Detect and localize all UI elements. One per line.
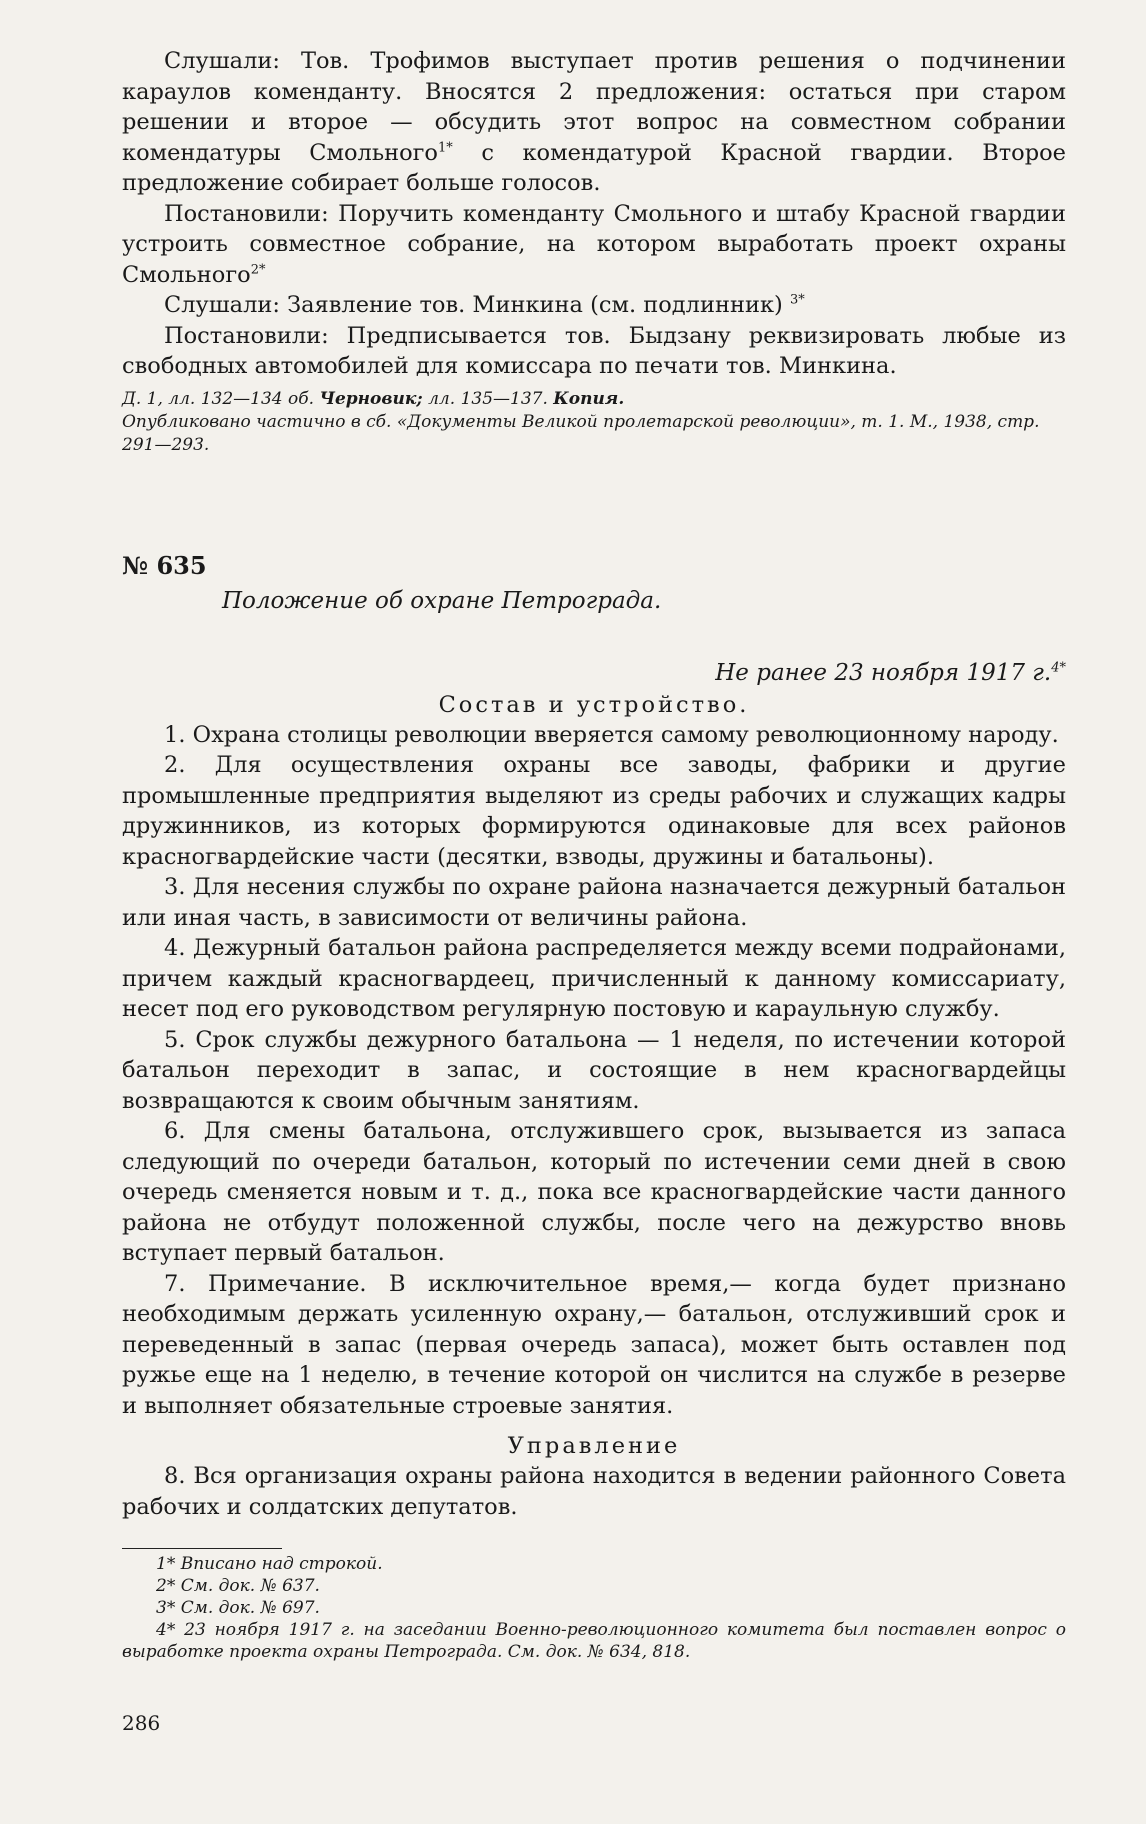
footnote-4: 4* 23 ноября 1917 г. на заседании Военно-революционного комитета был поставлен вопрос о выработке проекта охраны Петрограда. См. док. № 634, 818.: [122, 1620, 1066, 1662]
source-note: Д. 1, лл. 132—134 об. Черновик; лл. 135—137. Копия. Опубликовано частично в сб. «Документы Великой пролетарской революции», т. 1. М., 1938, стр. 291—293.: [122, 388, 1040, 455]
footnote-1: 1* Вписано над строкой.: [156, 1554, 383, 1574]
footnote-divider: [122, 1548, 282, 1549]
protocol-paragraph-3: Слушали: Заявление тов. Минкина (см. подлинник) $^{3*}$: [164, 292, 805, 318]
protocol-paragraph-4: Постановили: Предписывается тов. Быдзану реквизировать любые из свободных автомобилей для комиссара по печати тов. Минкина.: [122, 322, 1066, 379]
item-1: 1. Охрана столицы революции вверяется самому революционному народу.: [164, 721, 1059, 748]
footnote-ref-4: 4*: [1051, 659, 1066, 675]
document-number: № 635: [122, 550, 207, 580]
item-4: 4. Дежурный батальон района распределяется между всеми подрайонами, причем каждый красногвардеец, причисленный к данному комиссариату, несет под его руководством регулярную постовую и караульную службу.: [122, 935, 1066, 1022]
item-8: 8. Вся организация охраны района находится в ведении районного Совета рабочих и солдатских депутатов.: [122, 1463, 1066, 1520]
item-3: 3. Для несения службы по охране района назначается дежурный батальон или иная часть, в зависимости от величины района.: [122, 874, 1066, 931]
protocol-paragraph-2: Постановили: Поручить коменданту Смольного и штабу Красной гвардии устроить совместное собрание, на котором выработать проект охраны Смольного$^{2*}$: [122, 200, 1066, 288]
section-heading-management: Управление: [507, 1433, 681, 1459]
section-heading-composition: Состав и устройство.: [438, 691, 750, 718]
item-6: 6. Для смены батальона, отслужившего срок, вызывается из запаса следующий по очереди батальон, который по истечении семи дней в свою очередь сменяется новым и т. д., пока все красногвардейские части данного района не отбудут положенной службы, после чего на дежурство вновь вступает первый батальон.: [122, 1118, 1066, 1266]
footnote-ref-2: 2*: [250, 262, 266, 277]
item-7: 7. Примечание. В исключительное время,— когда будет признано необходимым держать усиленную охрану,— батальон, отслуживший срок и переведенный в запас (первая очередь запаса), может быть оставлен под ружье еще на 1 неделю, в течение которой он числится на службе в резерве и выполняет обязательные строевые занятия.: [122, 1270, 1066, 1419]
item-5: 5. Срок службы дежурного батальона — 1 неделя, по истечении которой батальон переходит в запас, и состоящие в нем красногвардейцы возвращаются к своим обычным занятиям.: [122, 1026, 1066, 1114]
footnote-ref-3: 3*: [789, 292, 805, 308]
footnote-2: 2* См. док. № 637.: [156, 1576, 320, 1596]
footnote-ref-1: 1*: [437, 140, 453, 155]
footnote-3: 3* См. док. № 697.: [156, 1598, 320, 1618]
page-number: 286: [122, 1711, 161, 1735]
item-2: 2. Для осуществления охраны все заводы, фабрики и другие промышленные предприятия выделяют из среды рабочих и служащих кадры дружинников, из которых формируются одинаковые для всех районов красногвардейские части (десятки, взводы, дружины и батальоны).: [122, 752, 1066, 870]
document-title: Положение об охране Петрограда.: [222, 587, 662, 614]
protocol-paragraph-1: Слушали: Тов. Трофимов выступает против решения о подчинении караулов коменданту. Вносятся 2 предложения: остаться при старом решении и второе — обсудить этот вопрос на совместном собрании комендатуры Смольного$^{1*}$ с комендатурой Красной гвардии. Второе предложение собирает больше голосов.: [122, 48, 1066, 196]
document-date: Не ранее 23 ноября 1917 г.$^{4*}$: [715, 659, 1066, 686]
